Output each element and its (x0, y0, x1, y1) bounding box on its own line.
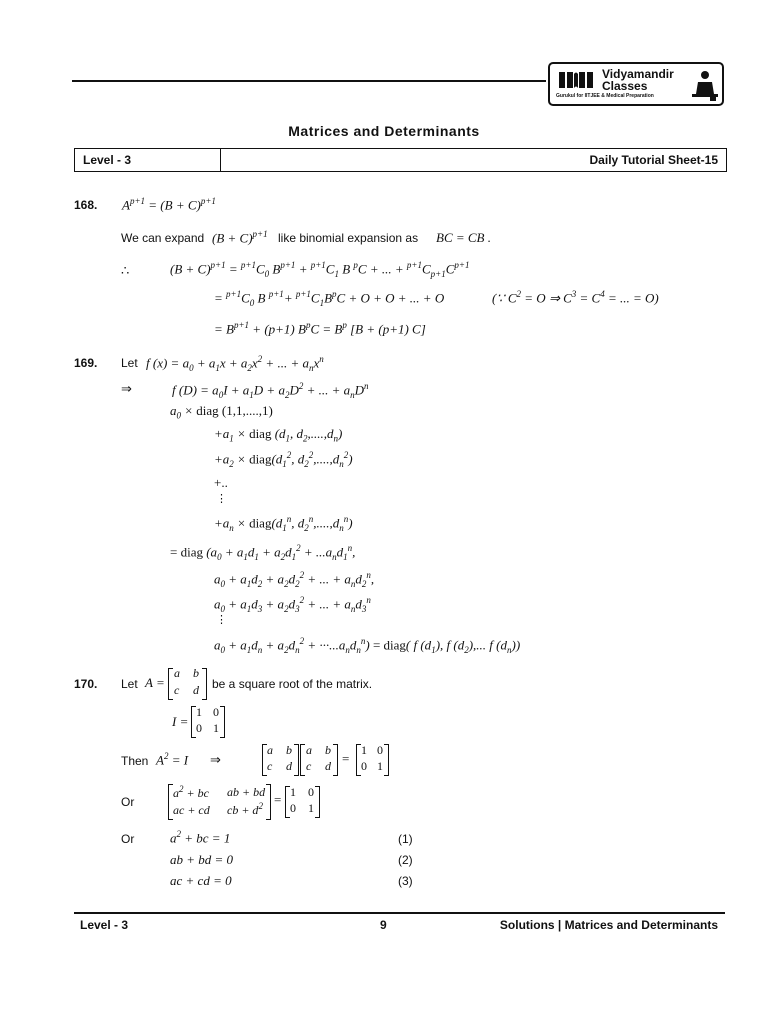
matrix-i-cell: 0 (213, 705, 219, 719)
equals-sign: = (274, 792, 282, 807)
q169-vdots-1: ⋮ (216, 493, 227, 505)
matrix-cell: b (286, 743, 292, 757)
matrix-cell: a (306, 743, 312, 757)
matrix-sq-cell: ac + cd (173, 803, 210, 817)
equals-sign: = (342, 751, 350, 766)
matrix-sq-right-bracket (266, 784, 271, 820)
vidyamandir-logo (548, 62, 724, 106)
matrix-sq-cell: cb + $d^2$ (227, 801, 263, 817)
therefore-symbol: ∴ (121, 263, 130, 278)
q169-line3: $a_0$ × diag (1,1,....,1) (170, 403, 273, 421)
q170-be-square: be a square root of the matrix. (212, 677, 373, 691)
matrix-i-right-bracket (220, 706, 225, 738)
matrix-cell: 1 (308, 801, 314, 815)
q170-or-2: Or (121, 832, 135, 846)
matrix-a-left-bracket (168, 668, 173, 700)
q169-line10: $a_0 + a_1d_3 + a_2d_3^2$ + ... + $a_nd_3^n$ (214, 595, 371, 614)
matrix-i-cell: 1 (196, 705, 202, 719)
footer-level: Level - 3 (80, 918, 129, 932)
q169-line2: f $(D) = a_0I + a_1D + a_2D^2$ + ... + $a_nD^n$ (172, 381, 369, 400)
matrix-cell: b (325, 743, 331, 757)
matrix-cell: 1 (377, 759, 383, 773)
matrix-cell: c (306, 759, 312, 773)
footer-rule (74, 912, 725, 914)
footer-page-number: 9 (380, 918, 387, 932)
q170-a-eq: A = (145, 675, 165, 690)
q170-implies: ⇒ (210, 752, 221, 767)
header-divider (220, 149, 221, 171)
book-icon (558, 70, 594, 90)
q168-line3: $(B + C)^{p+1} = ^{p+1}C_0$ $B^{p+1} + ^{p+1}C_1$ B $^p$C + ... + $^{p+1}C_{p+1}C^{p+1}$ (170, 260, 470, 279)
q169-line5: $+a_2$ × $diag(d_1^2$, $d_2^2,....,d_n^2$) (214, 450, 353, 469)
q169-line4: $+a_1$ × diag ($d_1$, $d_2,....,d_n$) (214, 426, 343, 444)
matrix-cell: c (267, 759, 273, 773)
matrix-cell: d (286, 759, 292, 773)
matrix-cell: 0 (308, 785, 314, 799)
sheet-label: Daily Tutorial Sheet-15 (589, 153, 718, 167)
q169-let: Let (121, 356, 138, 370)
q168-line1: $A^{p+1} = (B + C)^{p+1}$ (122, 196, 216, 213)
matrix-sq-cell: ab + bd (227, 785, 266, 799)
q169-line7: $+a_n$ × $diag(d_1^n$, $d_2^n,....,d_n^n$) (214, 514, 353, 533)
matrix-left-bracket (300, 744, 305, 776)
matrix-right-bracket (294, 744, 299, 776)
matrix-right-bracket (384, 744, 389, 776)
q170-eq1: $a^2$ + bc = 1 (170, 829, 231, 846)
matrix-cell: 0 (361, 759, 367, 773)
q168-line2-cond: BC = CB . (436, 230, 491, 245)
eq-tag-3: (3) (398, 874, 413, 888)
matrix-right-bracket (333, 744, 338, 776)
q170-i-eq: I = (172, 714, 189, 729)
matrix-sq-cell: $a^2$ + bc (173, 784, 209, 800)
matrix-a-cell: a (174, 666, 180, 680)
page-title: Matrices and Determinants (288, 123, 480, 139)
q170-eq2: ab + bd = 0 (170, 852, 234, 867)
student-icon (690, 68, 720, 102)
q169-line6: +.. (214, 475, 228, 490)
matrix-cell: 1 (361, 743, 367, 757)
matrix-i-cell: 0 (196, 721, 202, 735)
level-label: Level - 3 (83, 153, 132, 167)
level-header-box (74, 148, 727, 172)
matrix-right-bracket (315, 786, 320, 818)
question-number-169: 169. (74, 356, 98, 370)
matrix-a-cell: b (193, 666, 199, 680)
question-number-170: 170. (74, 677, 98, 691)
matrix-i-cell: 1 (213, 721, 219, 735)
logo-tagline: Gurukul for IITJEE & Medical Preparation (556, 93, 654, 99)
q168-line4: = $^{p+1}C_0$ B $^{p+1}+ ^{p+1}C_1B^pC + O + O$ + ... + O (214, 289, 445, 308)
footer-section: Solutions | Matrices and Determinants (499, 918, 718, 932)
matrix-cell: 1 (290, 785, 296, 799)
q169-line9: $a_0 + a_1d_2 + a_2d_2^2$ + ... + $a_nd_2^n$, (214, 570, 375, 589)
matrix-a-cell: d (193, 683, 199, 697)
q168-line4-note: (∵ $C^2 = O$ ⇒ $C^3 = C^4$ = ... = O) (492, 289, 659, 306)
q169-line8: = diag ($a_0 + a_1d_1 + a_2d_1^2 + ...a_nd_1^n$, (170, 543, 356, 562)
matrix-cell: d (325, 759, 331, 773)
q170-eq3: ac + cd = 0 (170, 873, 232, 888)
q170-then: Then (121, 754, 149, 768)
logo-name-line1: Vidyamandir (602, 67, 674, 81)
matrix-a-cell: c (174, 683, 180, 697)
logo-name-line2: Classes (602, 79, 648, 93)
q168-line2-text: We can expand (121, 231, 205, 245)
q169-line1: f $(x) = a_0 + a_1x + a_2x^2$ + ... + $a_nx^n$ (146, 354, 324, 373)
q169-implies: ⇒ (121, 381, 132, 396)
q169-vdots-2: ⋮ (216, 614, 227, 626)
matrix-cell: 0 (290, 801, 296, 815)
matrix-cell: a (267, 743, 273, 757)
q170-then-expr: $A^2 = I$ (156, 751, 189, 768)
q169-line11: $a_0 + a_1d_n + a_2d_n^2 + \cdot\cdot\cdot...a_nd_n^n$) = diag( f $(d_1)$, f $(d_2)$,... f $(d_n)$) (214, 636, 521, 655)
question-number-168: 168. (74, 198, 98, 212)
matrix-cell: 0 (377, 743, 383, 757)
q168-line2-rest: like binomial expansion as (278, 231, 419, 245)
eq-tag-2: (2) (398, 853, 413, 867)
q168-line2-expr: $(B + C)^{p+1}$ (212, 229, 268, 246)
eq-tag-1: (1) (398, 832, 413, 846)
q170-let: Let (121, 677, 138, 691)
q170-or-1: Or (121, 795, 135, 809)
q168-line5: = $B^{p+1} + (p+1) B^pC = B^p$ [B + (p+1) C] (214, 320, 426, 337)
matrix-a-right-bracket (202, 668, 207, 700)
header-rule (72, 80, 546, 82)
